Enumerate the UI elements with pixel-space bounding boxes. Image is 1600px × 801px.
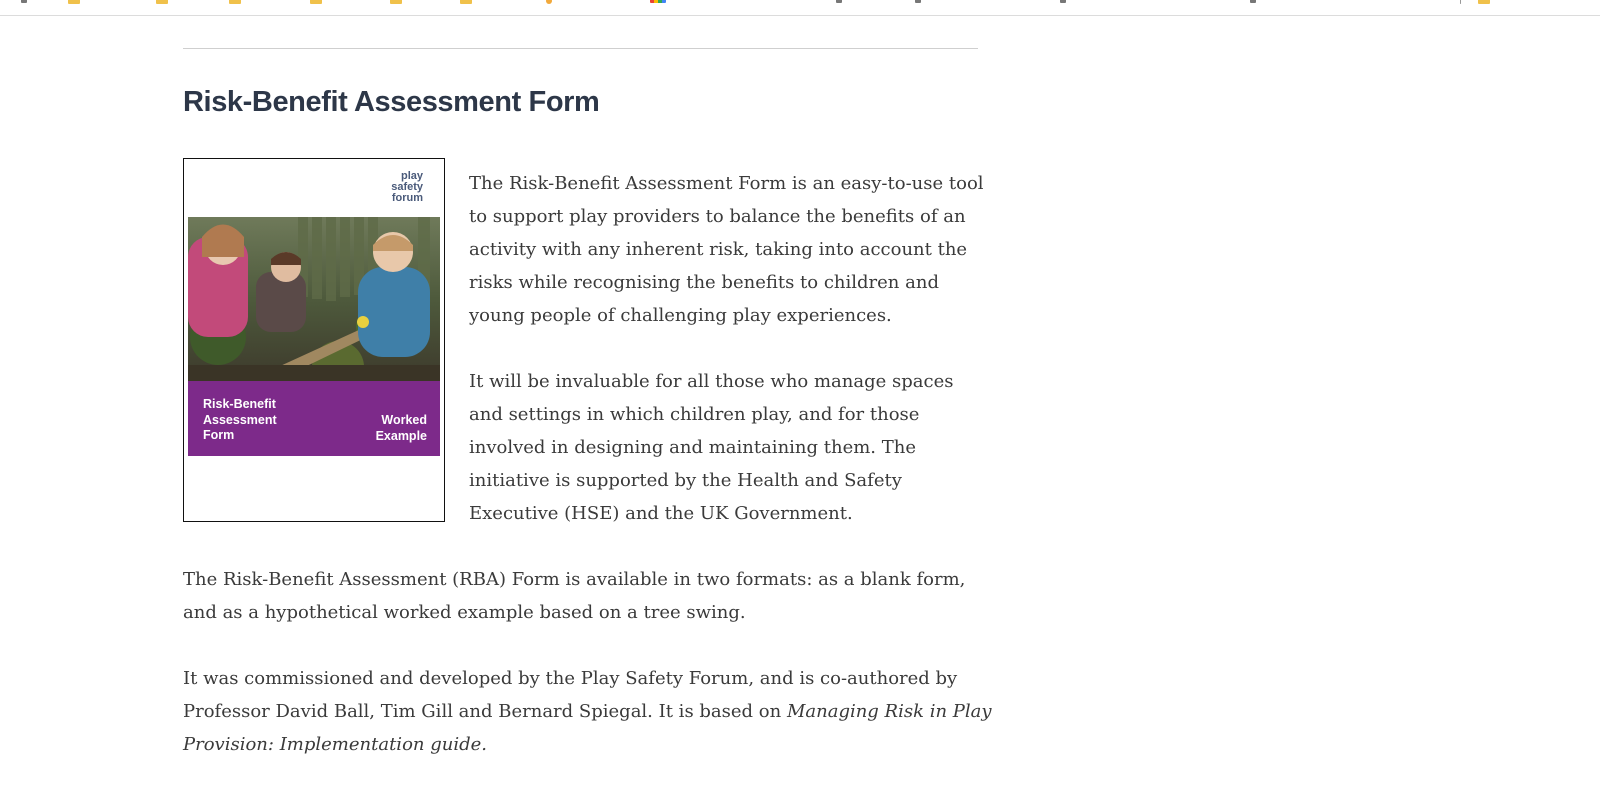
google-icon[interactable] bbox=[650, 0, 666, 3]
guide-title: Provision: Implementation guide bbox=[183, 734, 482, 755]
bookmark-site-icon[interactable] bbox=[1250, 0, 1256, 3]
bookmark-site-icon[interactable] bbox=[546, 0, 552, 4]
authors-paragraph: It was commissioned and developed by the Play Safety Forum, and is co-authored by Professor David Ball, Tim Gill and Bernard Spiegal. It is based on Managing Risk in Play Provision: Implementation guide. bbox=[183, 668, 992, 755]
formats-paragraph: The Risk-Benefit Assessment (RBA) Form is available in two formats: as a blank form, and as a hypothetical worked example based on a tree swing. bbox=[183, 569, 966, 623]
divider bbox=[183, 48, 978, 49]
bookmark-site-icon[interactable] bbox=[836, 0, 842, 3]
page-title: Risk-Benefit Assessment Form bbox=[183, 86, 600, 118]
children-playing-photo bbox=[188, 217, 440, 381]
bookmarks-bar bbox=[0, 0, 1600, 16]
bookmark-folder-icon[interactable] bbox=[156, 0, 168, 4]
play-safety-forum-logo: play safety forum bbox=[391, 170, 423, 204]
intro-paragraph-1: The Risk-Benefit Assessment Form is an easy-to-use tool to support play providers to balance the benefits of an activity with any inherent risk, taking into account the risks while recognising the benefits to children and young people of challenging play experiences. bbox=[469, 173, 984, 326]
guide-title: Managing Risk in Play bbox=[786, 701, 992, 722]
other-bookmarks-folder-icon[interactable] bbox=[1478, 0, 1490, 4]
bookmark-folder-icon[interactable] bbox=[390, 0, 402, 4]
bookmark-site-icon[interactable] bbox=[1060, 0, 1066, 3]
bookmark-folder-icon[interactable] bbox=[310, 0, 322, 4]
bookmark-folder-icon[interactable] bbox=[229, 0, 241, 4]
bookmark-folder-icon[interactable] bbox=[460, 0, 472, 4]
cover-title-band: Risk-Benefit Assessment Form Worked Example bbox=[188, 381, 440, 456]
bookmark-separator bbox=[1460, 0, 1461, 4]
bookmark-site-icon[interactable] bbox=[915, 0, 921, 3]
bookmark-folder-icon[interactable] bbox=[68, 0, 80, 4]
intro-paragraph-2: It will be invaluable for all those who manage spaces and settings in which children play, and for those involved in designing and maintaining them. The initiative is supported by the Health and Safety Executive (HSE) and the UK Government. bbox=[469, 371, 954, 524]
cover-image[interactable] bbox=[183, 158, 445, 522]
bookmark-icon[interactable] bbox=[21, 0, 27, 3]
